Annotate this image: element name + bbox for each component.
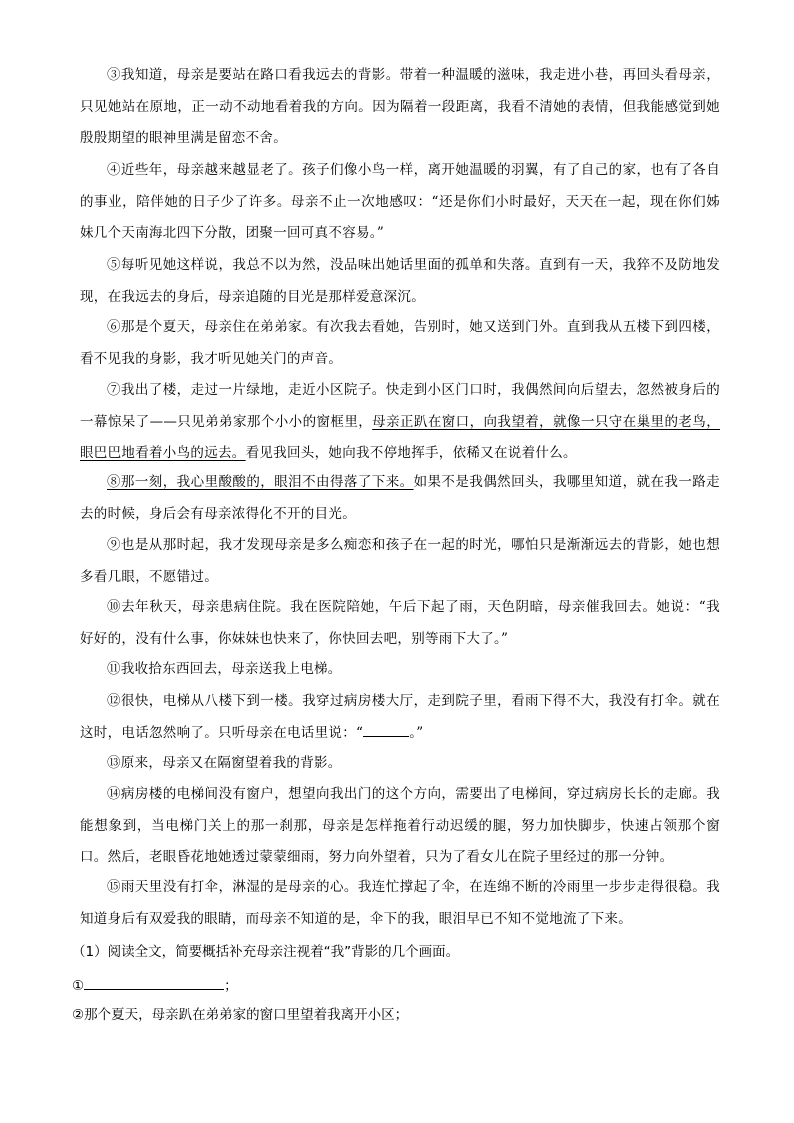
paragraph-text: ⑪我收拾东西回去，母亲送我上电梯。 bbox=[107, 661, 342, 677]
underlined-sentence: ⑧那一刻，我心里酸酸的，眼泪不由得落了下来。 bbox=[107, 474, 414, 490]
paragraph-10 bbox=[80, 592, 720, 655]
paragraph-text: ⑨也是从那时起，我才发现母亲是多么痴恋和孩子在一起的时光，哪怕只是渐渐远去的背影，她也想多看几眼，不愿错过。 bbox=[80, 537, 720, 585]
answer-1-suffix: ； bbox=[224, 978, 238, 994]
paragraph-13 bbox=[80, 748, 720, 780]
paragraph-4 bbox=[80, 155, 720, 250]
answer-line-1 bbox=[72, 975, 238, 996]
paragraph-text: ⑥那是个夏天，母亲住在弟弟家。有次我去看她，告别时，她又送到门外。直到我从五楼下到四楼，看不见我的身影，我才听见她关门的声音。 bbox=[80, 319, 720, 367]
paragraph-text: 。” bbox=[409, 724, 424, 741]
paragraph-text: ④近些年，母亲越来越显老了。孩子们像小鸟一样，离开她温暖的羽翼，有了自己的家，也有了各自的事业，陪伴她的日子少了许多。母亲不止一次地感叹：“还是你们小时最好，天天在一起，现在你们姊妹几个天南海北四下分散，团聚一回可真不容易。” bbox=[80, 162, 720, 241]
question-prompt: （1）阅读全文，简要概括补充母亲注视着“我”背影的几个画面。 bbox=[72, 944, 460, 960]
paragraph-text: ③我知道，母亲是要站在路口看我远去的背影。带着一种温暖的滋味，我走进小巷，再回头看母亲，只见她站在原地，正一动不动地看着我的方向。因为隔着一段距离，我看不清她的表情，但我能感觉到她殷殷期望的眼神里满是留恋不舍。 bbox=[80, 67, 720, 146]
paragraph-text: ⑦我出了楼，走过一片绿地，走近小区院子。快走到小区门口时，我偶然间向后望去，忽然被身后的一幕惊呆了——只见弟弟家那个小小的窗框里， bbox=[80, 382, 720, 430]
paragraph-text: ⑤每听见她这样说，我总不以为然，没品味出她话里面的孤单和失落。直到有一天，我猝不及防地发现，在我远去的身后，母亲追随的目光是那样爱意深沉。 bbox=[80, 257, 720, 305]
paragraph-text: ⑩去年秋天，母亲患病住院。我在医院陪她，午后下起了雨，天色阴暗，母亲催我回去。她说：“我好好的，没有什么事，你妹妹也快来了，你快回去吧，别等雨下大了。” bbox=[80, 599, 720, 647]
paragraph-7 bbox=[80, 375, 720, 470]
paragraph-text: 看见我回头，她向我不停地挥手，依稀又在说着什么。 bbox=[245, 445, 577, 461]
paragraph-9 bbox=[80, 530, 720, 593]
paragraph-text: 如果不是我偶然回头，我哪里知道，就在我一路走去的时候，身后会有母亲浓得化不开的目光。 bbox=[80, 474, 720, 522]
paragraph-14 bbox=[80, 779, 720, 874]
paragraph-12 bbox=[80, 686, 720, 749]
paragraph-text: ⑭病房楼的电梯间没有窗户，想望向我出门的这个方向，需要出了电梯间，穿过病房长长的走廊。我能想象到，当电梯门关上的那一刹那，母亲是怎样拖着行动迟缓的腿，努力加快脚步，快速占领那个窗口。然后，老眼昏花地她透过蒙蒙细雨，努力向外望着，只为了看女儿在院子里经过的那一分钟。 bbox=[80, 786, 720, 865]
paragraph-text: ⑬原来，母亲又在隔窗望着我的背影。 bbox=[107, 755, 342, 771]
paragraph-8 bbox=[80, 467, 720, 530]
answer-1-marker: ① bbox=[72, 978, 85, 994]
paragraph-3 bbox=[80, 60, 720, 155]
answer-1-blank[interactable] bbox=[84, 975, 224, 990]
fill-in-blank bbox=[363, 722, 409, 737]
paragraph-text: ⑮雨天里没有打伞，淋湿的是母亲的心。我连忙撑起了伞，在连绵不断的冷雨里一步步走得很稳。我知道身后有双爱我的眼睛，而母亲不知道的是，伞下的我，眼泪早已不知不觉地流了下来。 bbox=[80, 879, 720, 927]
paragraph-text: ⑫很快，电梯从八楼下到一楼。我穿过病房楼大厅，走到院子里，看雨下得不大，我没有打伞。就在这时，电话忽然响了。只听母亲在电话里说：“ bbox=[80, 693, 720, 741]
paragraph-6 bbox=[80, 312, 720, 375]
answer-line-2: ②那个夏天，母亲趴在弟弟家的窗口里望着我离开小区； bbox=[72, 1007, 409, 1023]
paragraph-5 bbox=[80, 250, 720, 313]
paragraph-11 bbox=[80, 654, 720, 686]
paragraph-15 bbox=[80, 872, 720, 935]
underlined-sentence: 母亲正趴在窗口，向我望着，就像一只守在巢里的老鸟，眼巴巴地看着小鸟的远去。 bbox=[80, 413, 721, 461]
